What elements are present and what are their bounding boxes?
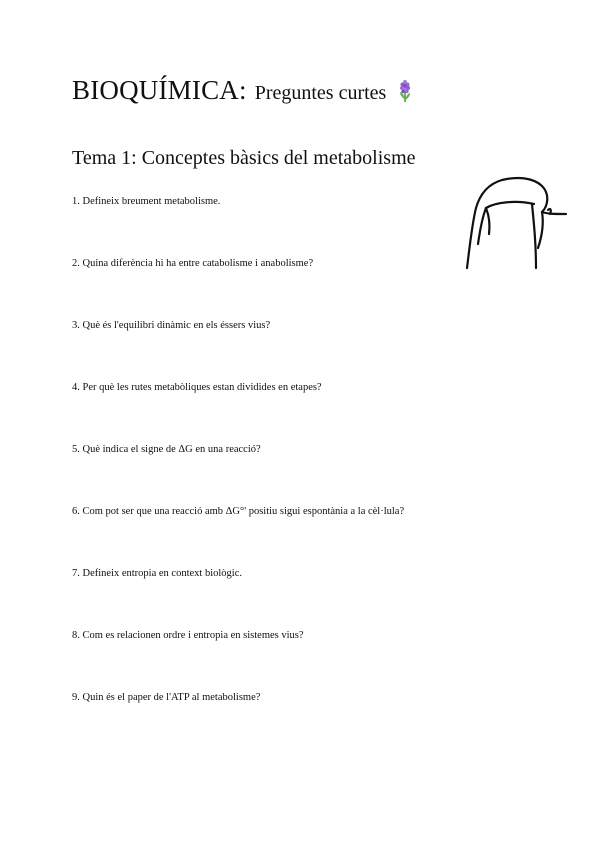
title-main: BIOQUÍMICA: — [72, 75, 247, 105]
flork-meme-figure-icon — [462, 174, 572, 277]
title-subtitle: Preguntes curtes — [254, 82, 387, 104]
document-title — [72, 72, 413, 108]
question-8: 8. Com es relacionen ordre i entropia en sistemes vius? — [72, 630, 304, 641]
hyacinth-flower-icon — [397, 76, 413, 108]
question-5: 5. Què indica el signe de ΔG en una reacció? — [72, 444, 261, 455]
question-6: 6. Com pot ser que una reacció amb ΔG°' positiu sigui espontània a la cèl·lula? — [72, 506, 405, 517]
question-9: 9. Quin és el paper de l'ATP al metabolisme? — [72, 692, 261, 703]
question-4: 4. Per què les rutes metabòliques estan dividides en etapes? — [72, 382, 322, 393]
question-2: 2. Quina diferència hi ha entre catabolisme i anabolisme? — [72, 258, 314, 269]
question-1: 1. Defineix breument metabolisme. — [72, 196, 221, 207]
question-7: 7. Defineix entropia en context biològic. — [72, 568, 242, 579]
question-3: 3. Què és l'equilibri dinàmic en els éssers vius? — [72, 320, 271, 331]
section-title: Tema 1: Conceptes bàsics del metabolisme — [72, 147, 416, 169]
